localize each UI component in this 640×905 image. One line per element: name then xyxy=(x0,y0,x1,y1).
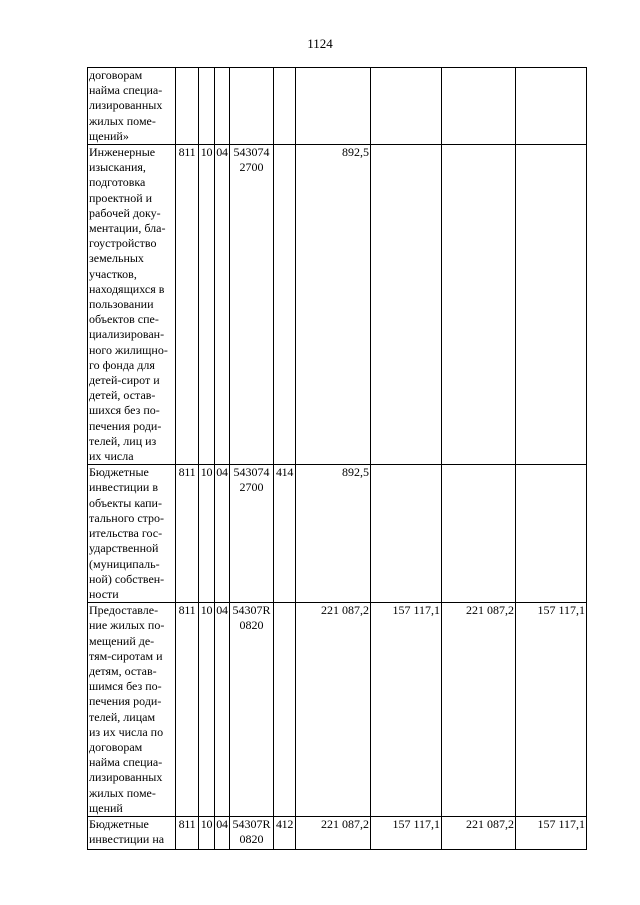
expenditure-name-line: (муниципаль- xyxy=(89,556,160,571)
target-article-line: 0820 xyxy=(239,618,264,633)
cell-amount xyxy=(296,68,371,145)
target-article-line: 543074 xyxy=(233,145,270,160)
cell-expenditure-type: 412 xyxy=(274,816,296,849)
expenditure-name-line: детей-сирот и xyxy=(89,373,160,388)
expenditure-name-line: их числа xyxy=(89,449,134,464)
cell-section-code: 10 xyxy=(199,465,215,603)
expenditure-name-line: детей, остав- xyxy=(89,388,156,403)
cell-section-code: 10 xyxy=(199,816,215,849)
expenditure-name-line: го фонда для xyxy=(89,357,155,372)
cell-amount xyxy=(442,68,516,145)
expenditure-name-line: шимся без по- xyxy=(89,679,162,694)
expenditure-name-line: Предоставле- xyxy=(89,603,159,618)
cell-amount xyxy=(371,465,442,603)
expenditure-name-line: договорам xyxy=(89,739,143,754)
cell-amount: 221 087,2 xyxy=(442,603,516,817)
cell-amount xyxy=(516,465,587,603)
expenditure-name-line: детям, остав- xyxy=(89,663,157,678)
cell-section-code: 10 xyxy=(199,603,215,817)
cell-amount xyxy=(371,68,442,145)
table-body xyxy=(88,68,587,850)
target-article-line: 0820 xyxy=(239,832,264,847)
expenditure-name-line: мещений де- xyxy=(89,633,155,648)
page-number: 1124 xyxy=(307,36,333,51)
expenditure-name-line: щений» xyxy=(89,128,129,143)
expenditure-name-line: жилых поме- xyxy=(89,785,156,800)
cell-target-article xyxy=(230,603,274,817)
cell-expenditure-type xyxy=(274,145,296,465)
expenditure-name-line: из их числа по xyxy=(89,724,164,739)
expenditure-name-line: ударственной xyxy=(89,541,159,556)
cell-amount: 892,5 xyxy=(296,145,371,465)
cell-expenditure-name xyxy=(88,816,176,849)
expenditure-name-line: телей, лиц из xyxy=(89,433,157,448)
expenditure-name-line: найма специа- xyxy=(89,755,163,770)
expenditure-name-line: проектной и xyxy=(89,190,153,205)
target-article-line: 54307R xyxy=(232,603,271,618)
cell-subsection-code: 04 xyxy=(215,816,230,849)
expenditure-name-line: рабочей доку- xyxy=(89,205,161,220)
expenditure-name-line: участков, xyxy=(89,266,137,281)
expenditure-name-line: циализирован- xyxy=(89,327,165,342)
expenditure-name-line: ительства гос- xyxy=(89,526,163,541)
expenditure-name-line: находящихся в xyxy=(89,281,165,296)
cell-subsection-code: 04 xyxy=(215,145,230,465)
expenditure-name-line: Инженерные xyxy=(89,145,156,160)
cell-ministry-code: 811 xyxy=(176,465,199,603)
cell-target-article xyxy=(230,465,274,603)
table-row xyxy=(88,145,587,465)
cell-amount: 157 117,1 xyxy=(371,816,442,849)
expenditure-name-line: печения роди- xyxy=(89,694,162,709)
cell-subsection-code: 04 xyxy=(215,465,230,603)
cell-amount xyxy=(516,68,587,145)
expenditure-name-line: шихся без по- xyxy=(89,403,160,418)
cell-amount: 892,5 xyxy=(296,465,371,603)
expenditure-name-line: ментации, бла- xyxy=(89,221,166,236)
cell-amount xyxy=(516,145,587,465)
expenditure-name-line: найма специа- xyxy=(89,83,163,98)
expenditure-name-line: щений xyxy=(89,800,123,815)
cell-amount xyxy=(442,145,516,465)
cell-target-article xyxy=(230,816,274,849)
expenditure-name-line: Бюджетные xyxy=(89,816,149,831)
cell-subsection-code xyxy=(215,68,230,145)
cell-amount: 221 087,2 xyxy=(442,816,516,849)
cell-ministry-code: 811 xyxy=(176,603,199,817)
expenditure-name-line: тального стро- xyxy=(89,510,165,525)
cell-expenditure-type xyxy=(274,68,296,145)
cell-section-code: 10 xyxy=(199,145,215,465)
cell-expenditure-type xyxy=(274,603,296,817)
cell-expenditure-name xyxy=(88,145,176,465)
table-row xyxy=(88,465,587,603)
expenditure-name-line: объекты капи- xyxy=(89,495,162,510)
expenditure-name-line: договорам xyxy=(89,68,143,82)
expenditure-name-line: инвестиции в xyxy=(89,480,158,495)
cell-amount: 221 087,2 xyxy=(296,603,371,817)
cell-expenditure-name xyxy=(88,68,176,145)
cell-section-code xyxy=(199,68,215,145)
cell-target-article xyxy=(230,145,274,465)
expenditure-name-line: пользовании xyxy=(89,297,154,312)
cell-expenditure-name xyxy=(88,603,176,817)
cell-expenditure-name xyxy=(88,465,176,603)
cell-expenditure-type: 414 xyxy=(274,465,296,603)
table-row xyxy=(88,68,587,145)
cell-target-article xyxy=(230,68,274,145)
budget-table xyxy=(87,67,587,850)
expenditure-name-line: ной) собствен- xyxy=(89,571,165,586)
cell-amount: 221 087,2 xyxy=(296,816,371,849)
expenditure-name-line: лизированных xyxy=(89,770,163,785)
table-row xyxy=(88,816,587,849)
target-article-line: 2700 xyxy=(239,480,264,495)
target-article-line: 543074 xyxy=(233,465,270,480)
cell-amount xyxy=(442,465,516,603)
cell-ministry-code xyxy=(176,68,199,145)
expenditure-name-line: земельных xyxy=(89,251,144,266)
expenditure-name-line: подготовка xyxy=(89,175,146,190)
expenditure-name-line: телей, лицам xyxy=(89,709,156,724)
cell-ministry-code: 811 xyxy=(176,145,199,465)
expenditure-name-line: объектов спе- xyxy=(89,312,159,327)
cell-amount: 157 117,1 xyxy=(516,816,587,849)
cell-subsection-code: 04 xyxy=(215,603,230,817)
cell-amount: 157 117,1 xyxy=(516,603,587,817)
target-article-line: 2700 xyxy=(239,160,264,175)
expenditure-name-line: печения роди- xyxy=(89,418,162,433)
cell-ministry-code: 811 xyxy=(176,816,199,849)
expenditure-name-line: гоустройство xyxy=(89,236,157,251)
expenditure-name-line: инвестиции на xyxy=(89,832,165,847)
expenditure-name-line: изыскания, xyxy=(89,160,146,175)
expenditure-name-line: ности xyxy=(89,586,119,601)
expenditure-name-line: ного жилищно- xyxy=(89,342,168,357)
target-article-line: 54307R xyxy=(232,816,271,831)
expenditure-name-line: жилых поме- xyxy=(89,113,156,128)
expenditure-name-line: лизированных xyxy=(89,98,163,113)
expenditure-name-line: Бюджетные xyxy=(89,465,149,480)
cell-amount xyxy=(371,145,442,465)
expenditure-name-line: ние жилых по- xyxy=(89,618,165,633)
expenditure-name-line: тям-сиротам и xyxy=(89,648,163,663)
table-row xyxy=(88,603,587,817)
cell-amount: 157 117,1 xyxy=(371,603,442,817)
